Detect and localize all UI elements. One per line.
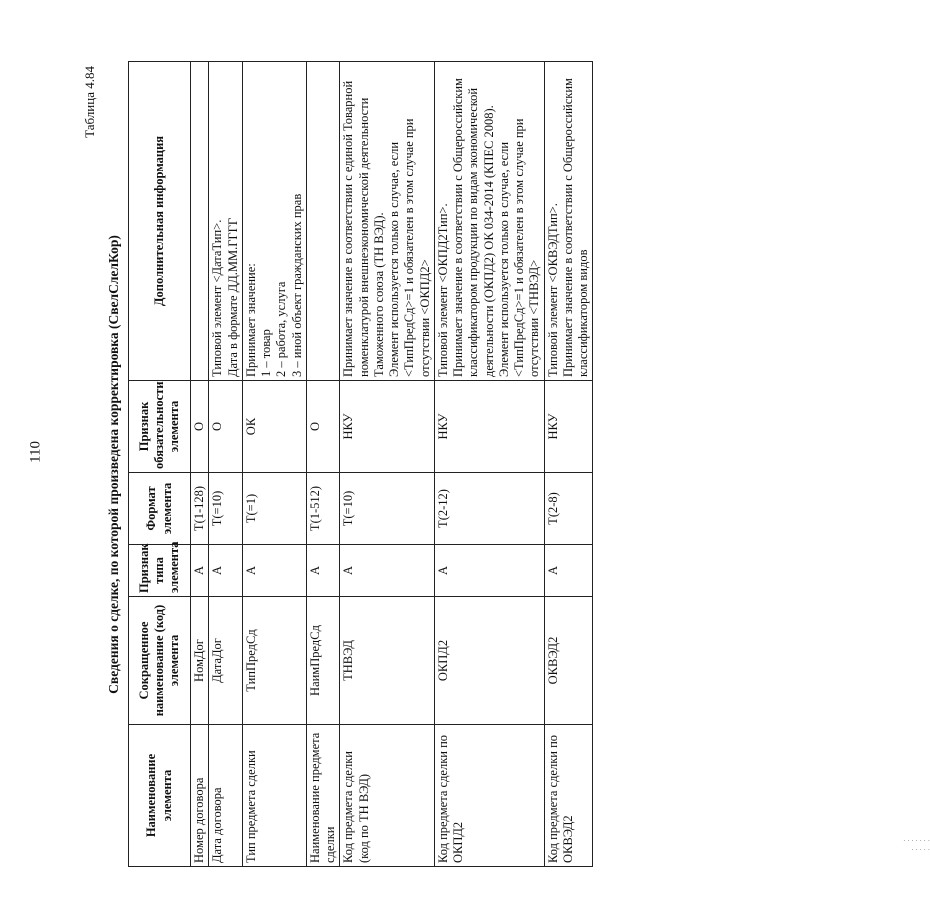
cell-req: О [306, 381, 340, 473]
elements-table [128, 61, 593, 867]
cell-code: НаимПредСд [306, 597, 340, 725]
cell-req: ОК [242, 381, 306, 473]
header-cell: Признак обязательности элемента [129, 381, 191, 473]
cell-info: Типовой элемент <ДатаТип>. Дата в формате ДД.ММ.ГГГГ [209, 62, 243, 381]
header-cell: Дополнительная информация [129, 62, 191, 381]
cell-info [191, 62, 209, 381]
cell-info: Типовой элемент <ОКВЭДТип>. Принимает значение в соответствии с Общероссийским классификатором видов [544, 62, 593, 381]
cell-code: ОКВЭД2 [544, 597, 593, 725]
cell-name: Тип предмета сделки [242, 725, 306, 867]
cell-format: Т(=1) [242, 473, 306, 545]
table-row [242, 62, 306, 867]
cell-name: Дата договора [209, 725, 243, 867]
cell-req: НКУ [544, 381, 593, 473]
cell-format: Т(2-8) [544, 473, 593, 545]
cell-code: ДатаДог [209, 597, 243, 725]
table-caption: Сведения о сделке, по которой произведена корректировка (СвелСлелКор) [106, 235, 121, 694]
rotated-page-content [82, 62, 930, 867]
table-row [209, 62, 243, 867]
cell-req: НКУ [340, 381, 435, 473]
cell-info [306, 62, 340, 381]
header-cell: Сокращенное наименование (код) элемента [129, 597, 191, 725]
cell-type: А [191, 545, 209, 597]
cell-type: А [544, 545, 593, 597]
header-cell: Признак типа элемента [129, 545, 191, 597]
cell-code: ОКПД2 [434, 597, 544, 725]
cell-type: А [306, 545, 340, 597]
cell-format: Т(1-512) [306, 473, 340, 545]
header-row [129, 62, 191, 867]
table-row [544, 62, 593, 867]
cell-req: О [209, 381, 243, 473]
table-number: Таблица 4.84 [82, 66, 97, 138]
table-row [434, 62, 544, 867]
cell-info: Принимает значение: 1 – товар 2 – работа, услуга 3 – иной объект гражданских прав [242, 62, 306, 381]
cell-format: Т(=10) [209, 473, 243, 545]
cell-info: Принимает значение в соответствии с единой Товарной номенклатурой внешнеэкономической деятельности Таможенного союза (ТН ВЭД). Элемент используется только в случае, если <ТипПредСд>=1 и обязателен в этом случае при отсутствии <ОКПД2> [340, 62, 435, 381]
cell-type: А [340, 545, 435, 597]
table-row [306, 62, 340, 867]
table-row [191, 62, 209, 867]
cell-req: НКУ [434, 381, 544, 473]
page-number: 110 [27, 441, 44, 463]
cell-name: Наименование предмета сделки [306, 725, 340, 867]
header-cell: Формат элемента [129, 473, 191, 545]
header-cell: Наименование элемента [129, 725, 191, 867]
table-row [340, 62, 435, 867]
cell-type: А [242, 545, 306, 597]
cell-req: О [191, 381, 209, 473]
cell-name: Код предмета сделки по ОКПД2 [434, 725, 544, 867]
cell-type: А [434, 545, 544, 597]
cell-name: Код предмета сделки по ОКВЭД2 [544, 725, 593, 867]
cell-name: Номер договора [191, 725, 209, 867]
cell-format: Т(2-12) [434, 473, 544, 545]
cell-info: Типовой элемент <ОКПД2Тип>. Принимает значение в соответствии с Общероссийским классификатором продукции по видам экономической деятельности (ОКПД2) ОК 034-2014 (КПЕС 2008). Элемент используется только в случае, если <ТипПредСд>=1 и обязателен в этом случае при отсутствии <ТНВЭД> [434, 62, 544, 381]
cell-code: НомДог [191, 597, 209, 725]
cell-name: Код предмета сделки (код по ТН ВЭД) [340, 725, 435, 867]
cell-format: Т(=10) [340, 473, 435, 545]
table-body [191, 62, 593, 867]
cell-code: ТНВЭД [340, 597, 435, 725]
cell-code: ТипПредСд [242, 597, 306, 725]
cell-type: А [209, 545, 243, 597]
margin-stamp: · · · · · · · · · · · · [903, 835, 930, 853]
cell-format: Т(1-128) [191, 473, 209, 545]
